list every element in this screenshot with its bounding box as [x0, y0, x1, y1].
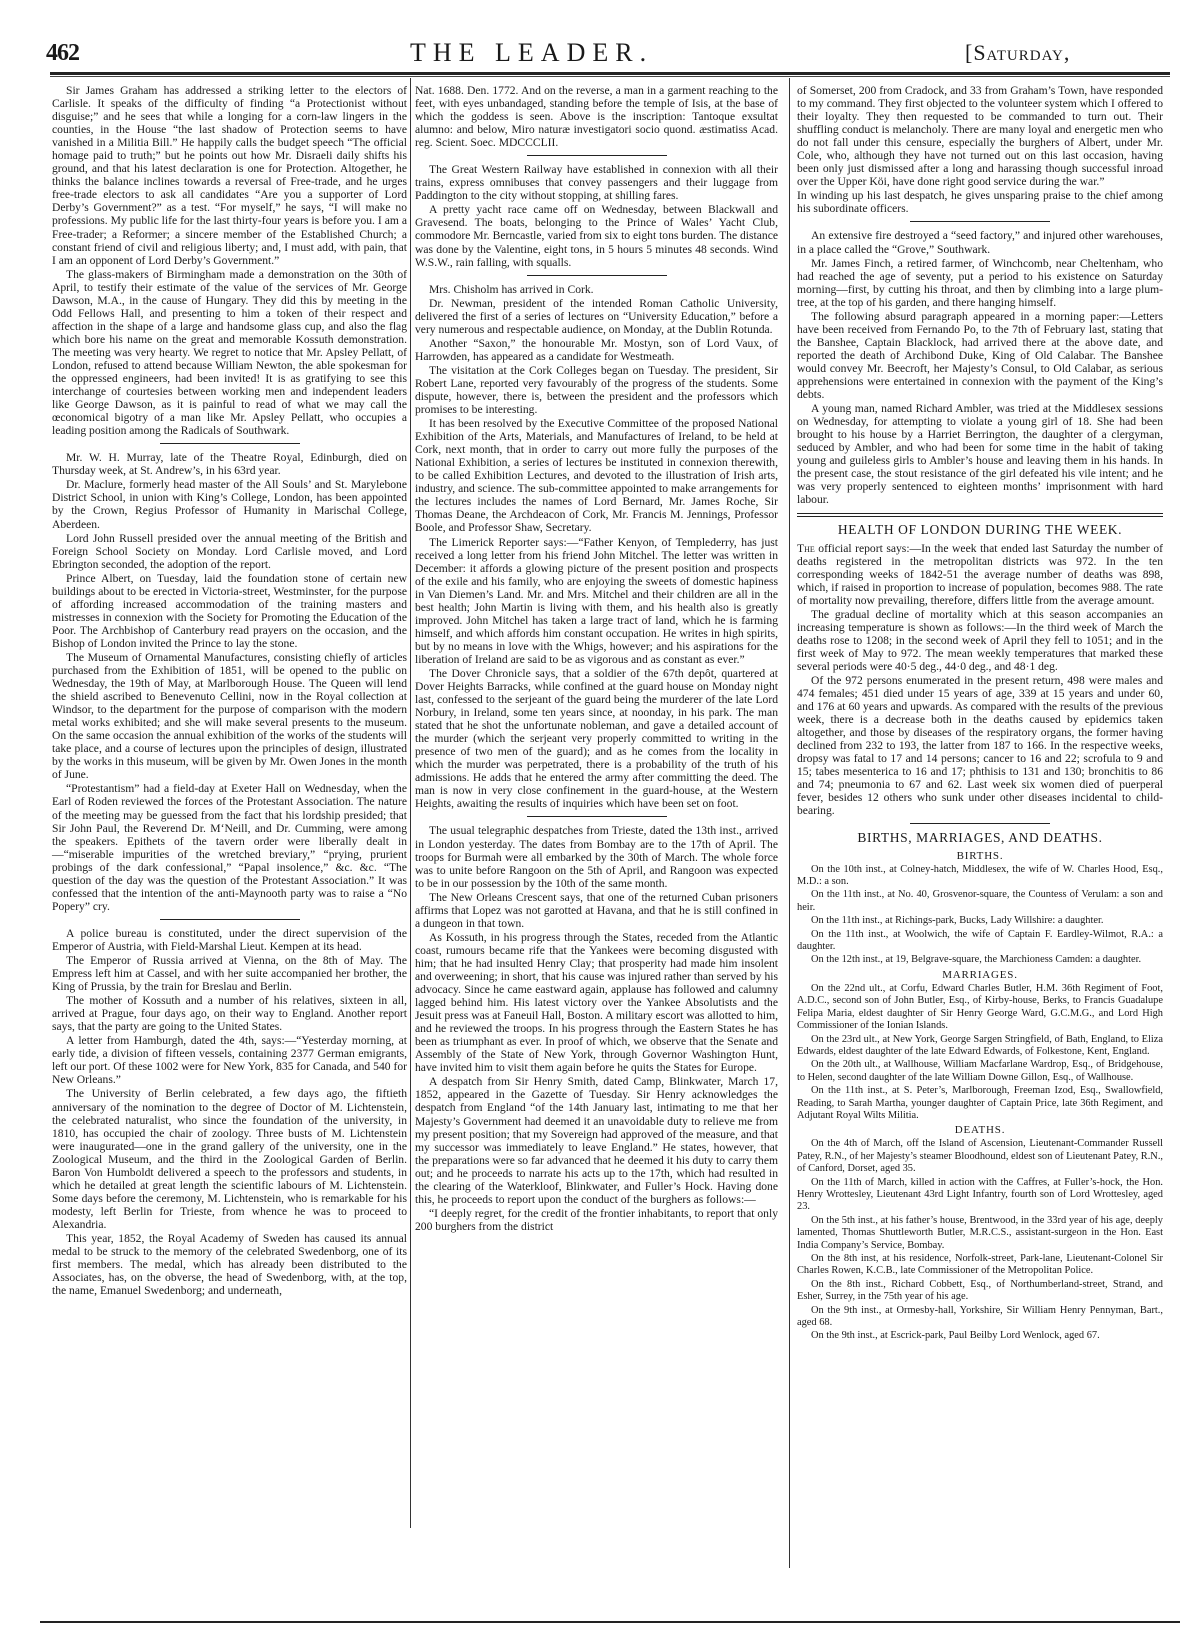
masthead-rule	[50, 72, 1170, 77]
death-notice: On the 8th inst., Richard Cobbett, Esq., of Northumberland-street, Strand, and Esher, Surrey, in the 75th year of his age.	[797, 1278, 1163, 1303]
article-paragraph: The following absurd paragraph appeared in a morning paper:—Letters have been received from Fernando Po, to the 7th of February last, stating that the Banshee, Captain Blacklock, had arrived there at the above date, and reported the death of Archibond Duke, King of Old Calabar. The Banshee would convey Mr. Beecroft, her Majesty’s Consul, to Old Calabar, as serious apprehensions were entertained in connexion with the payment of the King’s debts.	[797, 309, 1163, 402]
death-notice: On the 8th inst, at his residence, Norfolk-street, Park-lane, Lieutenant-Colonel Sir Charles Rowen, K.C.B., late Commissioner of the Metropolitan Police.	[797, 1253, 1163, 1277]
article-paragraph: The gradual decline of mortality which at this season accompanies an increasing temperature is shown as follows:—In the third week of March the deaths rose to 1208; in the second week of April they fell to 1051; and in the first week of May to 972. The mean weekly temperatures that marked these several periods were 40·5 deg., 44·0 deg., and 48·1 deg.	[797, 607, 1163, 673]
article-paragraph: The usual telegraphic despatches from Trieste, dated the 13th inst., arrived in London yesterday. The dates from Bombay are to the 17th of April. The troops for Burmah were all embarked by the 30th of March. The whole force was to unite before Rangoon on the 5th of April, and Rangoon was expected to be in our possession by the 10th of the same month.	[415, 824, 778, 890]
article-paragraph: Mrs. Chisholm has arrived in Cork.	[429, 282, 594, 296]
separator-rule	[910, 221, 1050, 222]
article-paragraph: Mr. W. H. Murray, late of the Theatre Royal, Edinburgh, died on Thursday week, at St. Andrew’s, in his 63rd year.	[52, 451, 407, 478]
column-1	[52, 84, 407, 1297]
lead-word: The	[797, 541, 815, 555]
article-paragraph: Dr. Maclure, formerly head master of the All Souls’ and St. Marylebone District School, in union with King’s College, London, has been appointed by the Crown, Regius Professor of Humanity in Marischal College, Aberdeen.	[52, 478, 407, 531]
page-bottom-rule	[40, 1621, 1180, 1623]
article-paragraph: Mr. James Finch, a retired farmer, of Winchcomb, near Cheltenham, who had reached the age of seventy, put a period to his existence on Saturday morning—first, by cutting his throat, and then by climbing into a large plum-tree, at the top of his garden, and there hanging himself.	[797, 256, 1163, 309]
article-paragraph: The Limerick Reporter says:—“Father Kenyon, of Templederry, has just received a long letter from his friend John Mitchel. The letter was written in December: it affords a glowing picture of the present position and prospects of the exile and his family, who are enjoying the sweets of domestic hapiness in Van Diemen’s Land. Mr. and Mrs. Mitchel and their children are all in the best health; John Martin is living with them, and his health also is greatly improved. John Mitchel has taken a large tract of land, which he is farming himself, and which affords him constant occupation. He writes in high spirits, but by no means in love with the Whigs, however; and his aspirations for the liberation of Ireland are said to be as vigorous and as constant as ever.”	[415, 535, 778, 666]
birth-notice: On the 10th inst., at Colney-hatch, Middlesex, the wife of W. Charles Hood, Esq., M.D.: a son.	[797, 863, 1163, 887]
page-number: 462	[46, 40, 79, 66]
separator-rule	[527, 275, 667, 276]
column-3	[797, 84, 1163, 1343]
marriage-notice: On the 20th ult., at Wallhouse, William Macfarlane Wardrop, Esq., of Bridgehouse, to Helen, second daughter of the late William Downe Gillon, Esq., of Wallhouse.	[797, 1059, 1163, 1083]
article-paragraph: This year, 1852, the Royal Academy of Sweden has caused its annual medal to be struck to the memory of the celebrated Swedenborg, one of its first members. The medal, which has already been distributed to the Associates, has, on the obverse, the head of Swedenborg, with, at the top, the name, Emanuel Swedenborg; and underneath,	[52, 1231, 407, 1298]
article-paragraph: A despatch from Sir Henry Smith, dated Camp, Blinkwater, March 17, 1852, appeared in the Gazette of Tuesday. Sir Henry acknowledges the despatch from England “of the 14th January last, intimating to me that her Majesty’s Government had deemed it an unavoidable duty to relieve me from my present position; that my Sovereign had approved of the measure, and that my successor was immediately to leave England.” He states, however, that the preparations were so far advanced that he deemed it his duty to carry them out; and he proceeds to narrate his acts up to the 17th, which had resulted in the clearing of the Waterkloof, Blinkwater, and Fuller’s Hock. Having done this, he proceeds to report upon the conduct of the burghers as follows:—	[415, 1075, 778, 1206]
article-paragraph: of Somerset, 200 from Cradock, and 33 from Graham’s Town, have responded to my command. They first objected to the volunteer system which I offered to their loyalty. They then requested to be commanded to turn out. Their shuffling conduct is melancholy. There are many loyal and energetic men who do not fall under this censure, especially the burghers of Albert, under Mr. Cole, who, although they have not turned out on this last occasion, having been only just dismissed after a long and harassing though successful inroad over the Upper Köi, have done right good service during the war.”	[797, 84, 1163, 189]
article-paragraph: A young man, named Richard Ambler, was tried at the Middlesex sessions on Wednesday, for attempting to violate a young girl of 18. She had been brought to his house by a Harriet Berrington, the daughter of a clergyman, seduced by Ambler, and who had been for some time in the habit of taking young and guileless girls to Ambler’s house and leaving them in his hands. In the present case, the stout resistance of the girl defeated his vile intent; and he was very properly sentenced to eighteen months’ imprisonment with hard labour.	[797, 402, 1163, 507]
article-paragraph: An extensive fire destroyed a “seed factory,” and injured other warehouses, in a place called the “Grove,” Southwark.	[797, 229, 1163, 256]
column-divider	[410, 78, 411, 1528]
marriage-notice: On the 22nd ult., at Corfu, Edward Charles Butler, H.M. 36th Regiment of Foot, A.D.C., second son of John Butler, Esq., of Kirby-house, Berks, to Francis Guadalupe Felipa Maria, eldest daughter of Sir Henry George Ward, G.C.M.G., and Lord High Commissioner of the Ionian Islands.	[797, 982, 1163, 1032]
article-paragraph: The visitation at the Cork Colleges began on Tuesday. The president, Sir Robert Lane, reported very favourably of the progress of the students. Some dispute, however, there is, between the president and the professors which promises to be interesting.	[415, 363, 778, 417]
death-notice: On the 9th inst., at Escrick-park, Paul Beilby Lord Wenlock, aged 67.	[811, 1330, 1100, 1342]
separator-rule	[910, 823, 1050, 824]
section-double-rule	[797, 513, 1163, 517]
separator-rule	[527, 816, 667, 817]
death-notice: On the 5th inst., at his father’s house, Brentwood, in the 33rd year of his age, deeply lamented, Thomas Shuttleworth Butler, M.R.C.S., assistant-surgeon in the Hon. East India Company’s Service, Bombay.	[797, 1214, 1163, 1251]
article-paragraph: The Dover Chronicle says, that a soldier of the 67th depôt, quartered at Dover Heights Barracks, while confined at the guard house on Monday night last, confessed to the serjeant of the guard being the murderer of the late Lord Norbury, in Ireland, some ten years since, at noonday, in his park. The man stated that he shot the unfortunate nobleman, and gave a detailed account of the murder (which the serjeant very properly committed to writing in the presence of two men of the guard); and as he comes from the locality in which the murder was perpetrated, there is a probability of the truth of his admissions. He adds that he entered the army after committing the deed. The man is now in very close confinement in the guard-house, at the Western Heights, awaiting the results of inquiries which have been set on foot.	[415, 666, 778, 811]
birth-notice: On the 11th inst., at Woolwich, the wife of Captain F. Eardley-Wilmot, R.A.: a daughter.	[797, 928, 1163, 953]
masthead	[0, 0, 1192, 66]
article-paragraph: A pretty yacht race came off on Wednesday, between Blackwall and Gravesend. The boats, belonging to the Prince of Wales’ Yacht Club, commodore Mr. Berncastle, varied from six to eight tons burden. The distance was done by the Valentine, eight tons, in 5 hours 5 minutes 48 seconds. Wind W.S.W., rain falling, with squalls.	[415, 203, 778, 269]
separator-rule	[527, 155, 667, 156]
article-paragraph: Prince Albert, on Tuesday, laid the foundation stone of certain new buildings about to be erected in Victoria-street, Westminster, for the purpose of affording increased accommodation of the training masters and mistresses in connexion with the Society for Promoting the Education of the Poor. The Archbishop of Canterbury read prayers on the occasion, and the Bishop of London invited the Prince to lay the stone.	[52, 571, 407, 650]
death-notice: On the 11th of March, killed in action with the Caffres, at Fuller’s-hock, the Hon. Henry Wrottesley, Lieutenant 43rd Light Infantry, fourth son of Lord Wrottesley, aged 23.	[797, 1176, 1163, 1213]
article-paragraph: Sir James Graham has addressed a striking letter to the electors of Carlisle. It speaks of the difficulty of finding “a Protectionist without disguise;” and he sees that while a longing for a corn-law lingers in the counties, in the House “the last shadow of Protection seems to have vanished in a Militia Bill.” He happily calls the budget speech “The official homage paid to truth;” but he points out how Mr. Disraeli daily shifts his ground, and that his latest declaration is one for Protection. Altogether, he thinks the balance inclines towards a reversal of Free-trade, and he urges free-trade electors to ask all candidates “Are you a supporter of Lord Derby’s Government?” as a test. “For myself,” he says, “I will make no professions. My public life for the last thirty-four years is before you. I am a Free-trader; a Reformer; a sincere member of the Established Church; a constant friend of civil and religious liberty; and, I must add, with pain, that I am an opponent of Lord Derby’s Government.”	[52, 84, 407, 267]
article-paragraph: Dr. Newman, president of the intended Roman Catholic University, delivered the first of a series of lectures on “University Education,” before a very numerous and respectable audience, on Monday, at the Dublin Rotunda.	[415, 296, 778, 336]
separator-rule	[160, 919, 300, 920]
health-section-heading: HEALTH OF LONDON DURING THE WEEK.	[837, 522, 1123, 538]
births-heading: BIRTHS.	[956, 849, 1004, 862]
article-paragraph	[797, 542, 1163, 607]
column-divider	[789, 78, 790, 1568]
article-paragraph: The Emperor of Russia arrived at Vienna, on the 8th of May. The Empress left him at Cassel, and with her suite accompanied her brother, the King of Prussia, by the train for Breslau and Berlin.	[52, 954, 407, 994]
birth-notice: On the 11th inst., at Richings-park, Bucks, Lady Willshire: a daughter.	[811, 915, 1104, 927]
article-paragraph: Lord John Russell presided over the annual meeting of the British and Foreign School Society on Monday. Lord Carlisle moved, and Lord Ebrington seconded, the adoption of the report.	[52, 531, 407, 571]
separator-rule	[160, 443, 300, 444]
marriages-heading: MARRIAGES.	[942, 968, 1018, 981]
article-paragraph: The glass-makers of Birmingham made a demonstration on the 30th of April, to testify their estimate of the value of the services of Mr. George Dawson, M.A., in the cause of Hungary. They did this by meeting in the Odd Fellows Hall, and presenting to him a token of their respect and affection in the shape of a large and handsome glass cup, and also the flag which bore his name on the great and memorable Kossuth demonstration. The meeting was very hearty. We regret to notice that Mr. Apsley Pellatt, of London, refused to attend because William Newton, the able spokesman for the oppressed engineers, had been invited! It is as gratifying to see this interchange of courtesies between working men and independent leaders like George Dawson, as it is painful to read of what we may call the œconomical bigotry of a man like Mr. Apsley Pellatt, who occupies a leading position among the Radicals of Southwark.	[52, 267, 407, 438]
article-paragraph: It has been resolved by the Executive Committee of the proposed National Exhibition of the Arts, Materials, and Manufactures of Ireland, to be held at Cork, next month, that in order to carry out more fully the purposes of the National Exhibition, a series of lectures be instituted in connexion therewith, to be called Exhibition Lectures, and devoted to the illustration of Irish arts, industry, and science. The sub-committee appointed to make arrangements for the lectures includes the names of Lord Bernard, Mr. James Roche, Sir Thomas Deane, the Archdeacon of Cork, Mr. Francis M. Jennings, Professor Boole, and Professor Shaw, Secretary.	[415, 417, 778, 535]
deaths-heading: DEATHS.	[954, 1124, 1006, 1137]
article-paragraph: The New Orleans Crescent says, that one of the returned Cuban prisoners affirms that Lopez was not garotted at Havana, and that he is still confined in a dungeon in that town.	[415, 890, 778, 930]
article-paragraph: A letter from Hamburgh, dated the 4th, says:—“Yesterday morning, at early tide, a division of fifteen vessels, containing 2377 German emigrants, left our port. Of these 1002 were for New York, 835 for Canada, and 540 for New Orleans.”	[52, 1034, 407, 1087]
bmd-section-heading: BIRTHS, MARRIAGES, AND DEATHS.	[857, 830, 1103, 846]
issue-date: [Saturday,	[965, 40, 1071, 65]
newspaper-title: THE LEADER.	[410, 38, 654, 67]
article-paragraph: The Great Western Railway have established in connexion with all their trains, express omnibuses that convey passengers and their luggage from Paddington to the city without stopping, at shilling fares.	[415, 163, 778, 203]
article-paragraph: Another “Saxon,” the honourable Mr. Mostyn, son of Lord Vaux, of Harrowden, has appeared as a candidate for Westmeath.	[415, 336, 778, 363]
article-paragraph: “I deeply regret, for the credit of the frontier inhabitants, to report that only 200 burghers from the district	[415, 1206, 778, 1233]
marriage-notice: On the 23rd ult., at New York, George Sargen Stringfield, of Bath, England, to Eliza Edwards, eldest daughter of the late Edward Edwards, of Folkestone, Kent, England.	[797, 1033, 1163, 1057]
article-paragraph: Nat. 1688. Den. 1772. And on the reverse, a man in a garment reaching to the feet, with eyes unbandaged, standing before the temple of Isis, at the base of which the goddess is seen. Above is the inscription: Tantoque exsultat alumno: and below, Miro naturæ investigatori socio quond. æstimatiss Acad. reg. Scient. Soec. MDCCCLII.	[415, 84, 778, 150]
paragraph-text: official report says:—In the week that ended last Saturday the number of deaths registered in the metropolitan districts was 972. In the ten corresponding weeks of 1842-51 the average number of deaths was 898, which, if raised in proportion to increase of population, becomes 988. The rate of mortality now prevailing, therefore, differs little from the average amount.	[797, 541, 1163, 607]
article-paragraph: As Kossuth, in his progress through the States, receded from the Atlantic coast, rumours became rife that the Yankees were becoming disgusted with him; that he had insulted Henry Clay; that prosperity had made him insolent and overweening; in short, that his cause was injured rather than served by his advocacy. Since he came eastward again, applause has followed and calumny lagged behind him. His latest victory over the Yankee Absolutists and the Jesuit press was at Faneuil Hall, Boston. A military escort was allotted to him, and he reviewed the troops. In his progress through the Eastern States he has been as triumphant as ever. In proof of which, we observe that the Senate and Assembly of the State of New York, through Governor Washington Hunt, have invited him to visit them again before he quits the States for Europe.	[415, 930, 778, 1075]
birth-notice: On the 12th inst., at 19, Belgrave-square, the Marchioness Camden: a daughter.	[811, 954, 1142, 966]
article-paragraph: Of the 972 persons enumerated in the present return, 498 were males and 474 females; 451 died under 15 years of age, 339 at 15 years and under 60, and 176 at 60 years and upwards. As compared with the results of the previous week, there is a decrease both in the deaths caused by epidemics taken altogether, and those by diseases of the respiratory organs, the former having declined from 232 to 193, the latter from 187 to 166. In the respective weeks, dropsy was fatal to 17 and 14 persons; cancer to 16 and 22; scrofula to 9 and 15; tabes mesenterica to 16 and 17; phthisis to 131 and 130; bronchitis to 86 and 74; pneumonia to 67 and 62. Last week six women died of puerperal fever, besides 12 others who sunk under other diseases incidental to child-bearing.	[797, 673, 1163, 818]
article-paragraph: “Protestantism” had a field-day at Exeter Hall on Wednesday, when the Earl of Roden reviewed the forces of the Protestant Association. The nature of the meeting may be guessed from the fact that his lordship presided; that Sir John Paul, the Reverend Dr. M‘Neill, and Dr. Cumming, were among the speakers. Epithets of the tavern order were liberally dealt in—“miserable impurities of the wretched breviary,” “prying, prurient probings of the dark confessional,” “Papal insolence,” &c. &c. “The question of the day was the question of the Protestant Association.” It was confessed that the intention of the anti-Maynooth party was to raise a “No Popery” cry.	[52, 782, 407, 913]
article-paragraph: In winding up his last despatch, he gives unsparing praise to the chief among his subordinate officers.	[797, 189, 1163, 216]
article-paragraph: A police bureau is constituted, under the direct supervision of the Emperor of Austria, with Field-Marshal Lieut. Kempen at its head.	[52, 926, 407, 953]
article-paragraph: The mother of Kossuth and a number of his relatives, sixteen in all, arrived at Prague, four days ago, on their way to England. Another report says, that the party are going to the United States.	[52, 994, 407, 1034]
article-paragraph: The University of Berlin celebrated, a few days ago, the fiftieth anniversary of the nomination to the degree of Doctor of M. Lichtenstein, the celebrated naturalist, who since the foundation of the university, in 1810, has occupied the chair of zoology. Three busts of M. Lichtenstein were inaugurated—one in the grand gallery of the university, one in the Zoological Museum, and the third in the Zoological Garden of Berlin. Baron Von Humboldt delivered a speech to the professors and students, in which he detailed at great length the scientific labours of M. Lichtenstein. Some days before the ceremony, M. Lichtenstein, who is remarkable for his modesty, left Berlin for Trieste, from whence he was to proceed to Alexandria.	[52, 1087, 407, 1231]
death-notice: On the 9th inst., at Ormesby-hall, Yorkshire, Sir William Henry Pennyman, Bart., aged 68.	[797, 1304, 1163, 1329]
marriage-notice: On the 11th inst., at S. Peter’s, Marlborough, Freeman Izod, Esq., Swallowfield, Reading, to Sarah Martha, younger daughter of Captain Price, late 36th Regiment, and Adjutant Royal Wilts Militia.	[797, 1085, 1163, 1121]
article-paragraph: The Museum of Ornamental Manufactures, consisting chiefly of articles purchased from the Exhibition of 1851, will be opened to the public on Wednesday, the 19th of May, at Marlborough House. The Queen will lend the shield ascribed to Benevenuto Cellini, now in the Royal collection at Windsor, to the department for the purpose of comparison with the modern metal works exhibited; and she will make several presents to the museum. On the same occasion the annual exhibition of the works of the students will take place, and a course of lectures upon the principles of design, illustrated by the works in this museum, will be given by Mr. Owen Jones in the month of June.	[52, 650, 407, 782]
birth-notice: On the 11th inst., at No. 40, Grosvenor-square, the Countess of Verulam: a son and heir.	[797, 889, 1163, 913]
column-2	[415, 84, 778, 1233]
death-notice: On the 4th of March, off the Island of Ascension, Lieutenant-Commander Russell Patey, R.N., of her Majesty’s steamer Bloodhound, eldest son of Lieutenant Patey, R.N., of Canford, Dorset, aged 35.	[797, 1138, 1164, 1175]
